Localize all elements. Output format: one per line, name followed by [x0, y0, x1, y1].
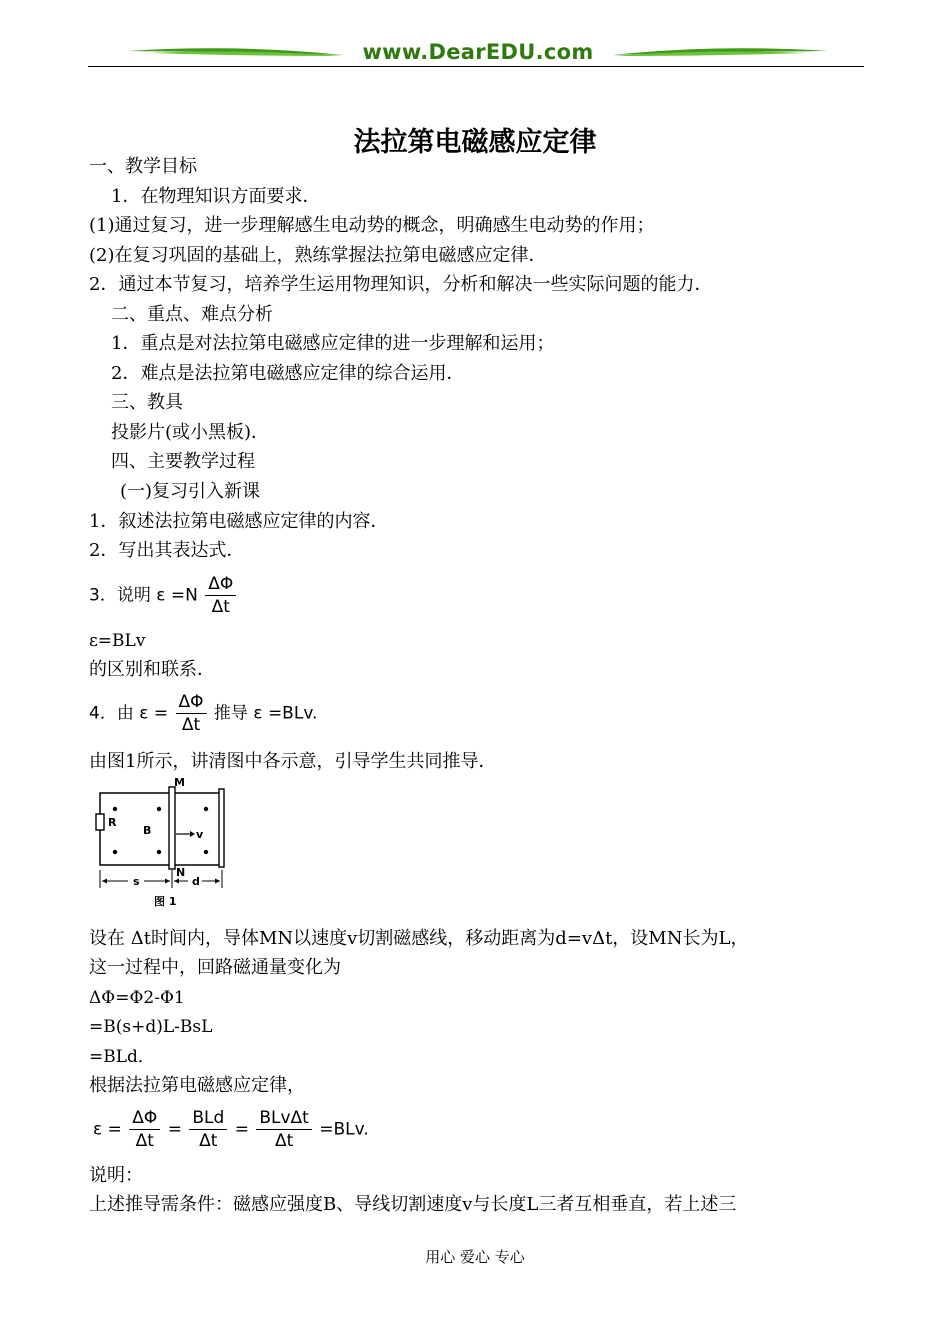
label-d: d — [192, 875, 200, 888]
equation-tail: =BLv. — [319, 1119, 369, 1140]
denominator: Δt — [135, 1131, 154, 1151]
label-b: B — [143, 824, 152, 837]
numerator: ΔΦ — [205, 574, 236, 596]
label-m: M — [174, 778, 185, 789]
fraction — [256, 1108, 312, 1151]
equals-sign: = — [153, 703, 169, 724]
text-line: 说明： — [89, 1165, 143, 1186]
field-dot — [204, 850, 208, 854]
text-line: 2．写出其表达式． — [89, 540, 245, 561]
text-line: (2)在复习巩固的基础上，熟练掌握法拉第电磁感应定律． — [89, 245, 547, 266]
text-line: 这一过程中，回路磁通量变化为 — [89, 957, 341, 978]
text-line: (1)通过复习，进一步理解感生电动势的概念，明确感生电动势的作用； — [89, 215, 655, 236]
figure-caption: 图 1 — [154, 895, 177, 908]
numerator: ΔΦ — [129, 1108, 160, 1130]
equals-sign: = — [234, 1119, 249, 1140]
equation-motional: ε=BLv — [89, 631, 146, 651]
rail-end — [219, 789, 224, 867]
page-header — [88, 36, 864, 70]
subsection-heading: (一)复习引入新课 — [120, 481, 261, 502]
label-s: s — [133, 875, 140, 888]
section-heading: 二、重点、难点分析 — [111, 304, 273, 325]
numerator: ΔΦ — [176, 692, 207, 714]
text-line: 上述推导需条件：磁感应强度B、导线切割速度v与长度L三者互相垂直，若上述三 — [89, 1194, 737, 1215]
emf-symbol: ε — [253, 703, 263, 724]
fraction — [176, 692, 207, 735]
fraction — [129, 1108, 160, 1151]
equation-prefix: 3．说明 — [89, 585, 151, 606]
resistor — [96, 814, 104, 830]
text-line: 2．难点是法拉第电磁感应定律的综合运用． — [111, 363, 465, 384]
denominator: Δt — [211, 597, 230, 617]
label-n: N — [176, 866, 186, 879]
denominator: Δt — [274, 1131, 294, 1151]
denominator: Δt — [199, 1131, 218, 1151]
field-dot — [113, 850, 117, 854]
label-v: v — [196, 828, 204, 841]
fraction — [189, 1108, 227, 1151]
text-line: 投影片(或小黑板)． — [111, 422, 270, 443]
text-line: 2．通过本节复习，培养学生运用物理知识，分析和解决一些实际问题的能力． — [89, 274, 713, 295]
field-dot — [113, 807, 117, 811]
equals-sign: = — [167, 1119, 182, 1140]
header-rule — [88, 66, 864, 67]
field-dot — [157, 850, 161, 854]
field-dot — [204, 807, 208, 811]
equation-line: =BLd． — [89, 1047, 155, 1067]
text-line: 1．在物理知识方面要求． — [111, 186, 321, 207]
left-leaf-swoosh — [128, 46, 343, 60]
equals-sign: = — [107, 1119, 122, 1140]
section-heading: 四、主要教学过程 — [111, 451, 255, 472]
equation-line: =B(s+d)L-BsL — [89, 1017, 213, 1037]
equation-result — [93, 1108, 369, 1151]
numerator: BLvΔt — [256, 1108, 312, 1130]
right-leaf-swoosh — [613, 46, 828, 60]
equals-sign: =N — [170, 585, 198, 606]
page-footer: 用心 爱心 专心 — [425, 1248, 525, 1266]
fraction — [205, 574, 236, 617]
denominator: Δt — [181, 715, 201, 735]
site-logo: www.DearEDU.com — [362, 40, 594, 64]
section-heading: 一、教学目标 — [89, 156, 197, 177]
text-line: 的区别和联系． — [89, 659, 215, 680]
numerator: BLd — [189, 1108, 227, 1130]
equation-tail: =BLv. — [267, 703, 318, 724]
text-line: 1．叙述法拉第电磁感应定律的内容． — [89, 511, 389, 532]
equation-faraday — [89, 574, 238, 617]
text-line: 根据法拉第电磁感应定律， — [89, 1075, 305, 1096]
field-dot — [157, 807, 161, 811]
page-title: 法拉第电磁感应定律 — [353, 127, 597, 158]
equation-derivation — [89, 692, 317, 735]
emf-symbol: ε — [139, 703, 149, 724]
text-line: 由图1所示，讲清图中各示意，引导学生共同推导． — [89, 751, 497, 772]
label-r: R — [108, 816, 117, 829]
equation-prefix: 4．由 — [89, 703, 134, 724]
text-line: 1．重点是对法拉第电磁感应定律的进一步理解和运用； — [111, 333, 555, 354]
emf-symbol: ε — [93, 1119, 103, 1140]
equation-line: ΔΦ=Φ2-Φ1 — [89, 988, 185, 1008]
rod-mn — [169, 787, 175, 869]
derive-word: 推导 — [213, 703, 248, 724]
text-line: 设在 Δt时间内，导体MN以速度v切割磁感线，移动距离为d=vΔt，设MN长为L， — [89, 928, 749, 949]
figure-1-diagram — [92, 778, 242, 912]
emf-symbol: ε — [156, 585, 166, 606]
section-heading: 三、教具 — [111, 392, 183, 413]
